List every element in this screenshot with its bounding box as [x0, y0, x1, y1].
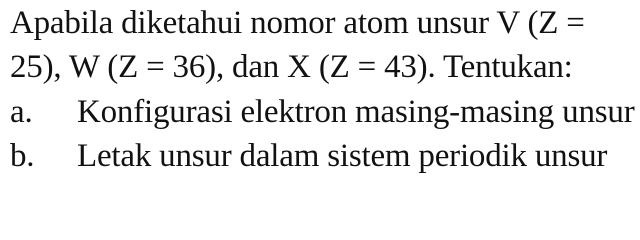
list-item-b-text: Letak unsur dalam sistem periodik unsur: [77, 138, 608, 174]
question-intro-line-1: Apabila diketahui nomor atom unsur V (Z =: [10, 5, 585, 41]
list-item-a-text: Konfigurasi elektron masing-masing unsur: [77, 94, 635, 130]
list-marker-b: b.: [10, 138, 35, 174]
question-intro-line-2: 25), W (Z = 36), dan X (Z = 43). Tentukan:: [10, 49, 573, 85]
list-marker-a: a.: [10, 94, 33, 130]
